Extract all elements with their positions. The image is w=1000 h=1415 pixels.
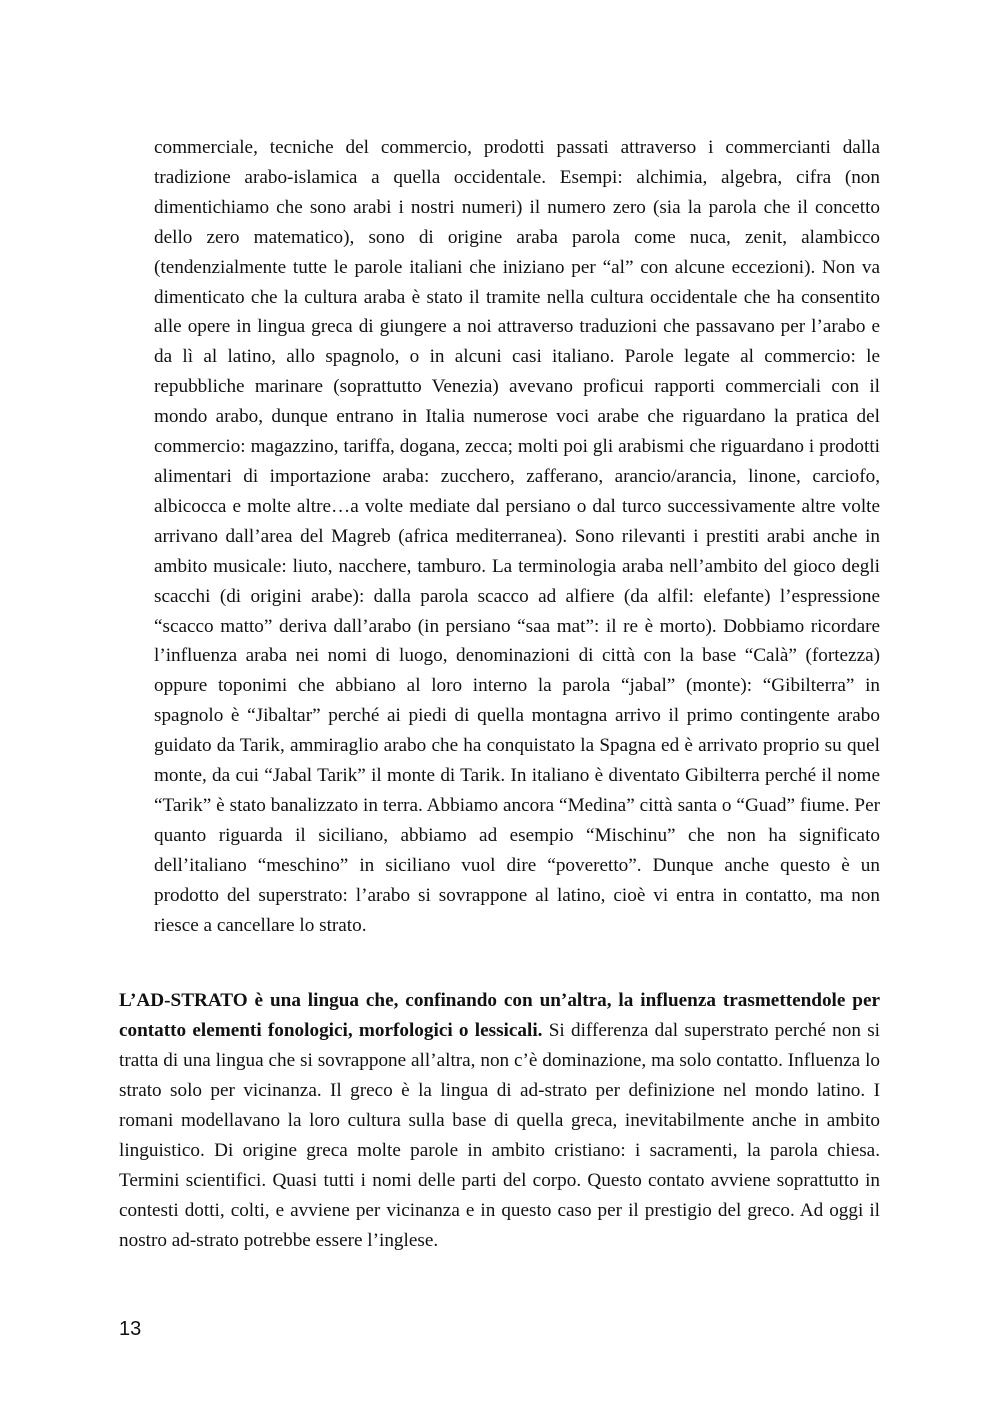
adstrato-definition-bold: L’AD-STRATO è una lingua che, confinando con un’altra, la influenza trasmettendole per contatto elementi fonologici, morfologici o lessicali. (119, 990, 880, 1041)
adstrato-body-text: Si differenza dal superstrato perché non si tratta di una lingua che si sovrappone all’altra, non c’è dominazione, ma solo contatto. Influenza lo strato solo per vicinanza. Il greco è la lingua di ad-strato per definizione nel mondo latino. I romani modellavano la loro cultura sulla base di quella greca, inevitabilmente anche in ambito linguistico. Di origine greca molte parole in ambito cristiano: i sacramenti, la parola chiesa. Termini scientifici. Quasi tutti i nomi delle parti del corpo. Questo contato avviene soprattutto in contesti dotti, colti, e avviene per vicinanza e in questo caso per il prestigio del greco. Ad oggi il nostro ad-strato potrebbe essere l’inglese. (119, 1020, 880, 1251)
page-number: 13 (119, 1318, 142, 1340)
adstrato-paragraph (119, 986, 880, 1256)
indented-paragraph: commerciale, tecniche del commercio, prodotti passati attraverso i commercianti dalla tradizione arabo-islamica a quella occidentale. Esempi: alchimia, algebra, cifra (non dimentichiamo che sono arabi i nostri numeri) il numero zero (sia la parola che il concetto dello zero matematico), sono di origine araba parola come nuca, zenit, alambicco (tendenzialmente tutte le parole italiani che iniziano per “al” con alcune eccezioni). Non va dimenticato che la cultura araba è stato il tramite nella cultura occidentale che ha consentito alle opere in lingua greca di giungere a noi attraverso traduzioni che passavano per l’arabo e da lì al latino, allo spagnolo, o in alcuni casi italiano. Parole legate al commercio: le repubbliche marinare (soprattutto Venezia) avevano proficui rapporti commerciali con il mondo arabo, dunque entrano in Italia numerose voci arabe che riguardano la pratica del commercio: magazzino, tariffa, dogana, zecca; molti poi gli arabismi che riguardano i prodotti alimentari di importazione araba: zucchero, zafferano, arancio/arancia, linone, carciofo, albicocca e molte altre…a volte mediate dal persiano o dal turco successivamente altre volte arrivano dall’area del Magreb (africa mediterranea). Sono rilevanti i prestiti arabi anche in ambito musicale: liuto, nacchere, tamburo. La terminologia araba nell’ambito del gioco degli scacchi (di origini arabe): dalla parola scacco ad alfiere (da alfil: elefante) l’espressione “scacco matto” deriva dall’arabo (in persiano “saa mat”: il re è morto). Dobbiamo ricordare l’influenza araba nei nomi di luogo, denominazioni di città con la base “Calà” (fortezza) oppure toponimi che abbiano al loro interno la parola “jabal” (monte): “Gibilterra” in spagnolo è “Jibaltar” perché ai piedi di quella montagna arrivo il primo contingente arabo guidato da Tarik, ammiraglio arabo che ha conquistato la Spagna ed è arrivato proprio su quel monte, da cui “Jabal Tarik” il monte di Tarik. In italiano è diventato Gibilterra perché il nome “Tarik” è stato banalizzato in terra. Abbiamo ancora “Medina” città santa o “Guad” fiume. Per quanto riguarda il siciliano, abbiamo ad esempio “Mischinu” che non ha significato dell’italiano “meschino” in siciliano vuol dire “poveretto”. Dunque anche questo è un prodotto del superstrato: l’arabo si sovrappone al latino, cioè vi entra in contatto, ma non riesce a cancellare lo strato. (154, 137, 880, 936)
